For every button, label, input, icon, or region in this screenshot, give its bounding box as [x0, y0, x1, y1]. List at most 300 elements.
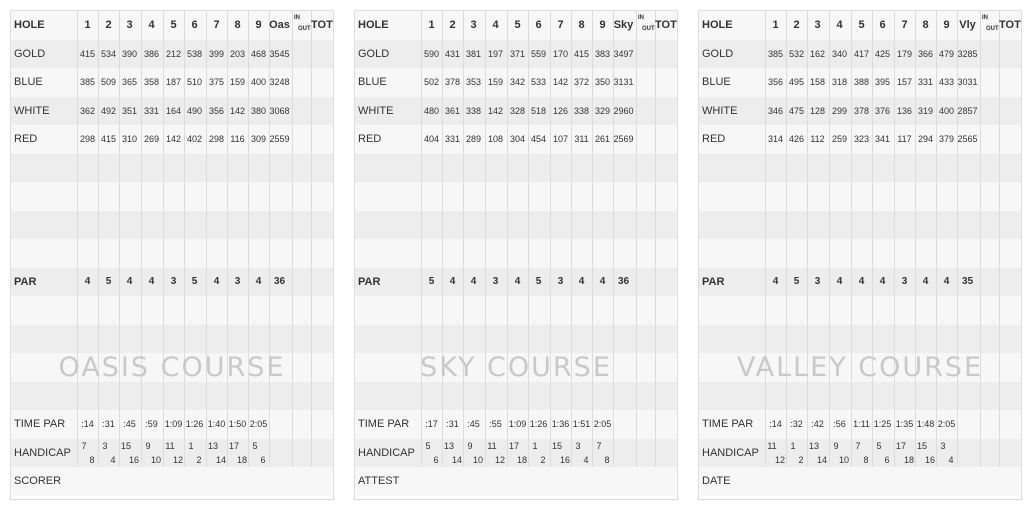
- grid-line: [292, 11, 293, 467]
- cell: 157: [896, 77, 913, 87]
- handicap-odd: 9: [467, 440, 473, 451]
- cell: 1:51: [572, 419, 591, 429]
- row-label: TIME PAR: [702, 418, 754, 430]
- cell: 323: [853, 134, 870, 144]
- cell: TOT: [311, 19, 333, 31]
- cell: 4: [836, 275, 843, 287]
- cell: 390: [121, 48, 138, 59]
- cell: 361: [444, 105, 461, 116]
- cell: 380: [250, 105, 267, 116]
- handicap-even: 16: [559, 454, 570, 465]
- handicap-even: 14: [215, 454, 226, 465]
- cell: 4: [449, 275, 456, 287]
- cell: 366: [917, 48, 934, 59]
- cell: 356: [767, 77, 784, 87]
- cell: 4: [943, 275, 950, 287]
- cell: 3545: [269, 48, 290, 59]
- cell: 4: [470, 275, 477, 287]
- cell: 4: [255, 275, 262, 287]
- grid-line: [999, 11, 1000, 467]
- cell: 510: [186, 77, 203, 87]
- cell: 385: [79, 77, 96, 87]
- cell: 1:35: [895, 419, 914, 429]
- cell: 142: [552, 77, 569, 87]
- cell: :32: [790, 419, 803, 429]
- cell: 383: [594, 48, 611, 59]
- cell: 2:05: [937, 419, 956, 429]
- cell: TOT: [999, 19, 1021, 31]
- cell: 559: [530, 48, 547, 59]
- cell: 4: [148, 19, 155, 31]
- handicap-even: 4: [948, 454, 954, 465]
- handicap-odd: 5: [252, 440, 258, 451]
- cell: 3: [234, 275, 241, 287]
- cell: 590: [423, 48, 440, 59]
- cell: 338: [465, 105, 482, 116]
- cell: 3248: [269, 77, 290, 87]
- cell: 415: [100, 134, 117, 144]
- cell: 203: [229, 48, 246, 59]
- handicap-even: 6: [433, 454, 439, 465]
- row-blank1: [355, 154, 677, 183]
- cell: 269: [143, 134, 160, 144]
- cell: :56: [833, 419, 846, 429]
- scorecard: [354, 10, 678, 500]
- cell: 342: [509, 77, 526, 87]
- row-label: WHITE: [14, 104, 50, 117]
- handicap-odd: 17: [508, 440, 519, 451]
- row-label: HOLE: [14, 19, 45, 31]
- cell: :55: [489, 419, 502, 429]
- handicap-even: 2: [540, 454, 546, 465]
- handicap-even: 18: [903, 454, 914, 465]
- cell: 298: [79, 134, 96, 144]
- row-label: WHITE: [358, 104, 394, 117]
- cell: 4: [836, 19, 843, 31]
- cell: 159: [487, 77, 504, 87]
- cell: 158: [809, 77, 826, 87]
- cell: Sky: [613, 19, 634, 31]
- cell: 495: [788, 77, 805, 87]
- cell: 310: [121, 134, 138, 144]
- cell: 385: [767, 48, 784, 59]
- handicap-even: 8: [89, 454, 95, 465]
- cell: 2: [449, 19, 456, 31]
- row-label: BLUE: [358, 76, 387, 88]
- row-label: RED: [358, 133, 382, 145]
- course-title: VALLEY COURSE: [736, 352, 984, 383]
- cell: 2: [105, 19, 112, 31]
- cell: 311: [574, 134, 589, 144]
- cell: :17: [425, 419, 438, 429]
- cell: 533: [530, 77, 547, 87]
- cell: 304: [509, 134, 526, 144]
- cell: 36: [273, 275, 286, 287]
- cell: 388: [853, 77, 870, 87]
- scorecard: [10, 10, 334, 500]
- cell: 6: [535, 19, 542, 31]
- cell: 1: [772, 19, 779, 31]
- cell: 400: [938, 105, 955, 116]
- course-title: SKY COURSE: [420, 352, 612, 383]
- handicap-even: 2: [798, 454, 804, 465]
- row-label: HOLE: [702, 19, 733, 31]
- cell: 379: [938, 134, 955, 144]
- cell: 2569: [613, 134, 634, 144]
- cell: 4: [492, 19, 499, 31]
- cell: 164: [165, 105, 182, 116]
- row-blank3: [355, 211, 677, 240]
- handicap-odd: 9: [833, 440, 839, 451]
- cell: 395: [874, 77, 891, 87]
- row-label: HANDICAP: [14, 446, 71, 459]
- grid-line: [655, 11, 656, 467]
- row-blank2: [699, 182, 1021, 211]
- cell: 404: [423, 134, 440, 144]
- cell: 490: [186, 105, 203, 116]
- handicap-even: 18: [516, 454, 527, 465]
- cell: 371: [509, 48, 526, 59]
- cell: :31: [102, 419, 115, 429]
- handicap-odd: 15: [916, 440, 927, 451]
- cell: 9: [943, 19, 950, 31]
- handicap-odd: 7: [855, 440, 861, 451]
- handicap-odd: 1: [188, 440, 194, 451]
- cell: 3: [901, 275, 908, 287]
- cell: 376: [874, 105, 891, 116]
- cell: 1:09: [508, 419, 527, 429]
- row-blank5: [11, 296, 333, 325]
- handicap-even: 10: [838, 454, 849, 465]
- row-label: PAR: [14, 275, 37, 288]
- handicap-even: 4: [583, 454, 589, 465]
- cell: :45: [467, 419, 480, 429]
- handicap-even: 18: [236, 454, 247, 465]
- row-label: DATE: [702, 475, 731, 487]
- row-footer: [699, 467, 1021, 496]
- cell: TOT: [655, 19, 677, 31]
- cell: 261: [594, 134, 611, 144]
- row-label: PAR: [702, 275, 725, 288]
- cell: 1:26: [185, 419, 204, 429]
- cell: 2559: [269, 134, 290, 144]
- handicap-even: 12: [172, 454, 183, 465]
- cell: 136: [896, 105, 913, 116]
- cell: 294: [917, 134, 934, 144]
- cell: 4: [578, 275, 585, 287]
- cell: 3131: [613, 77, 634, 87]
- grid-line: [636, 11, 637, 467]
- cell: 502: [423, 77, 440, 87]
- in-label: IN: [982, 15, 988, 21]
- cell: 3: [814, 275, 821, 287]
- cell: 2: [793, 19, 800, 31]
- cell: 331: [143, 105, 160, 116]
- row-blank4: [355, 239, 677, 268]
- row-blank1: [11, 154, 333, 183]
- cell: 3031: [957, 77, 978, 87]
- handicap-even: 6: [884, 454, 890, 465]
- cell: 365: [121, 77, 138, 87]
- cell: 538: [186, 48, 203, 59]
- grid-line: [311, 11, 312, 467]
- cell: 518: [530, 105, 547, 116]
- cell: 425: [874, 48, 891, 59]
- row-label: RED: [702, 133, 726, 145]
- handicap-odd: 7: [81, 440, 87, 451]
- cell: 309: [250, 134, 267, 144]
- cell: 4: [126, 275, 133, 287]
- cell: 1:09: [164, 419, 183, 429]
- row-blank4: [699, 239, 1021, 268]
- handicap-odd: 17: [228, 440, 239, 451]
- cell: 480: [423, 105, 440, 116]
- cell: 1:25: [873, 419, 892, 429]
- cell: 117: [897, 134, 912, 144]
- cell: 1: [84, 19, 91, 31]
- row-label: GOLD: [358, 47, 390, 60]
- cell: 298: [208, 134, 225, 144]
- cell: 7: [213, 19, 220, 31]
- cell: 468: [250, 48, 267, 59]
- cell: 112: [810, 134, 825, 144]
- cell: :45: [123, 419, 136, 429]
- handicap-odd: 7: [596, 440, 602, 451]
- cell: 4: [148, 275, 155, 287]
- cell: 289: [465, 134, 482, 144]
- row-label: HANDICAP: [702, 446, 759, 459]
- cell: 426: [788, 134, 805, 144]
- handicap-even: 16: [128, 454, 139, 465]
- cell: 7: [557, 19, 564, 31]
- cell: 475: [788, 105, 805, 116]
- cell: 356: [208, 105, 225, 116]
- row-blank2: [11, 182, 333, 211]
- cell: 454: [530, 134, 547, 144]
- cell: 1:26: [529, 419, 548, 429]
- cell: 5: [535, 275, 542, 287]
- cell: 4: [879, 275, 886, 287]
- cell: 328: [509, 105, 526, 116]
- cell: 492: [100, 105, 117, 116]
- cell: 162: [809, 48, 826, 59]
- row-label: ATTEST: [358, 475, 400, 487]
- scorecard: [698, 10, 1022, 500]
- cell: 3: [557, 275, 564, 287]
- cell: :59: [145, 419, 158, 429]
- cell: 402: [186, 134, 203, 144]
- cell: 159: [229, 77, 246, 87]
- cell: 415: [79, 48, 96, 59]
- cell: 3497: [613, 48, 634, 59]
- row-label: WHITE: [702, 104, 738, 117]
- row-blank3: [699, 211, 1021, 240]
- cell: 3: [126, 19, 133, 31]
- handicap-even: 12: [774, 454, 785, 465]
- cell: 1:48: [916, 419, 935, 429]
- handicap-odd: 5: [876, 440, 882, 451]
- cell: 8: [922, 19, 929, 31]
- cell: 142: [487, 105, 504, 116]
- row-label: GOLD: [14, 47, 46, 60]
- handicap-odd: 13: [443, 440, 454, 451]
- cell: 2857: [957, 105, 978, 116]
- cell: 2565: [957, 134, 978, 144]
- cell: 3: [814, 19, 821, 31]
- cell: 5: [793, 275, 800, 287]
- cell: 358: [143, 77, 160, 87]
- cell: 259: [831, 134, 848, 144]
- cell: 3: [470, 19, 477, 31]
- row-label: SCORER: [14, 475, 62, 487]
- cell: 319: [917, 105, 934, 116]
- cell: :14: [769, 419, 782, 429]
- cell: 431: [444, 48, 461, 59]
- cell: 4: [922, 275, 929, 287]
- handicap-even: 10: [150, 454, 161, 465]
- cell: 5: [514, 19, 521, 31]
- cell: 331: [444, 134, 461, 144]
- cell: 375: [208, 77, 225, 87]
- cell: 340: [831, 48, 848, 59]
- cell: :14: [81, 419, 94, 429]
- cell: 212: [165, 48, 182, 59]
- cell: 1: [428, 19, 435, 31]
- handicap-odd: 5: [425, 440, 431, 451]
- cell: 4: [514, 275, 521, 287]
- cell: Oas: [269, 19, 290, 31]
- cell: 128: [809, 105, 826, 116]
- cell: 36: [617, 275, 630, 287]
- cell: 179: [896, 48, 913, 59]
- cell: 197: [487, 48, 504, 59]
- cell: 351: [121, 105, 138, 116]
- handicap-even: 8: [604, 454, 610, 465]
- handicap-odd: 11: [487, 440, 497, 451]
- cell: 8: [234, 19, 241, 31]
- cell: 4: [858, 275, 865, 287]
- cell: 3: [492, 275, 499, 287]
- row-label: HANDICAP: [358, 446, 415, 459]
- cell: 1:40: [207, 419, 226, 429]
- row-label: BLUE: [14, 76, 43, 88]
- in-label: IN: [638, 15, 644, 21]
- cell: 509: [100, 77, 117, 87]
- cell: 5: [105, 275, 112, 287]
- cell: 417: [853, 48, 870, 59]
- cell: 116: [230, 134, 245, 144]
- cell: 341: [874, 134, 891, 144]
- out-label: OUT: [986, 26, 999, 32]
- handicap-odd: 1: [790, 440, 796, 451]
- handicap-odd: 1: [532, 440, 538, 451]
- cell: 3: [170, 275, 177, 287]
- cell: 4: [599, 275, 606, 287]
- cell: 9: [255, 19, 262, 31]
- row-label: BLUE: [702, 76, 731, 88]
- handicap-even: 16: [924, 454, 935, 465]
- cell: 433: [938, 77, 955, 87]
- cell: 372: [573, 77, 590, 87]
- cell: 142: [229, 105, 246, 116]
- out-label: OUT: [298, 26, 311, 32]
- handicap-even: 6: [260, 454, 266, 465]
- cell: 126: [552, 105, 569, 116]
- cell: 399: [208, 48, 225, 59]
- cell: 3285: [957, 48, 978, 59]
- cell: 338: [573, 105, 590, 116]
- cell: 378: [444, 77, 461, 87]
- handicap-odd: 15: [551, 440, 562, 451]
- handicap-odd: 11: [767, 440, 777, 451]
- row-label: RED: [14, 133, 38, 145]
- cell: 299: [831, 105, 848, 116]
- handicap-even: 12: [494, 454, 505, 465]
- cell: 2:05: [249, 419, 268, 429]
- cell: Vly: [959, 19, 976, 31]
- cell: 532: [788, 48, 805, 59]
- handicap-odd: 13: [207, 440, 218, 451]
- cell: 534: [100, 48, 117, 59]
- row-label: HOLE: [358, 19, 389, 31]
- row-blank5: [699, 296, 1021, 325]
- row-label: GOLD: [702, 47, 734, 60]
- row-blank2: [355, 182, 677, 211]
- cell: 318: [831, 77, 848, 87]
- cell: 2:05: [593, 419, 612, 429]
- handicap-even: 14: [816, 454, 827, 465]
- cell: 7: [901, 19, 908, 31]
- handicap-odd: 3: [940, 440, 946, 451]
- cell: 142: [165, 134, 182, 144]
- in-label: IN: [294, 15, 300, 21]
- row-blank5: [355, 296, 677, 325]
- cell: 9: [599, 19, 606, 31]
- cell: 386: [143, 48, 160, 59]
- handicap-odd: 13: [808, 440, 819, 451]
- row-blank1: [699, 154, 1021, 183]
- row-footer: [355, 467, 677, 496]
- cell: 107: [552, 134, 569, 144]
- row-label: TIME PAR: [358, 418, 410, 430]
- handicap-odd: 9: [145, 440, 151, 451]
- cell: 400: [250, 77, 267, 87]
- cell: 415: [573, 48, 590, 59]
- cell: :31: [446, 419, 459, 429]
- handicap-even: 8: [863, 454, 869, 465]
- cell: 381: [465, 48, 482, 59]
- row-blank3: [11, 211, 333, 240]
- cell: 1:50: [228, 419, 247, 429]
- handicap-odd: 17: [895, 440, 906, 451]
- handicap-even: 14: [451, 454, 462, 465]
- cell: 6: [879, 19, 886, 31]
- handicap-odd: 3: [102, 440, 108, 451]
- cell: 5: [858, 19, 865, 31]
- cell: 346: [767, 105, 784, 116]
- handicap-odd: 15: [120, 440, 131, 451]
- cell: 8: [578, 19, 585, 31]
- handicap-even: 10: [472, 454, 483, 465]
- cell: 314: [767, 134, 784, 144]
- cell: 170: [552, 48, 569, 59]
- cell: 4: [84, 275, 91, 287]
- cell: 4: [213, 275, 220, 287]
- cell: 4: [772, 275, 779, 287]
- cell: 5: [191, 275, 198, 287]
- handicap-even: 4: [110, 454, 116, 465]
- cell: :42: [811, 419, 824, 429]
